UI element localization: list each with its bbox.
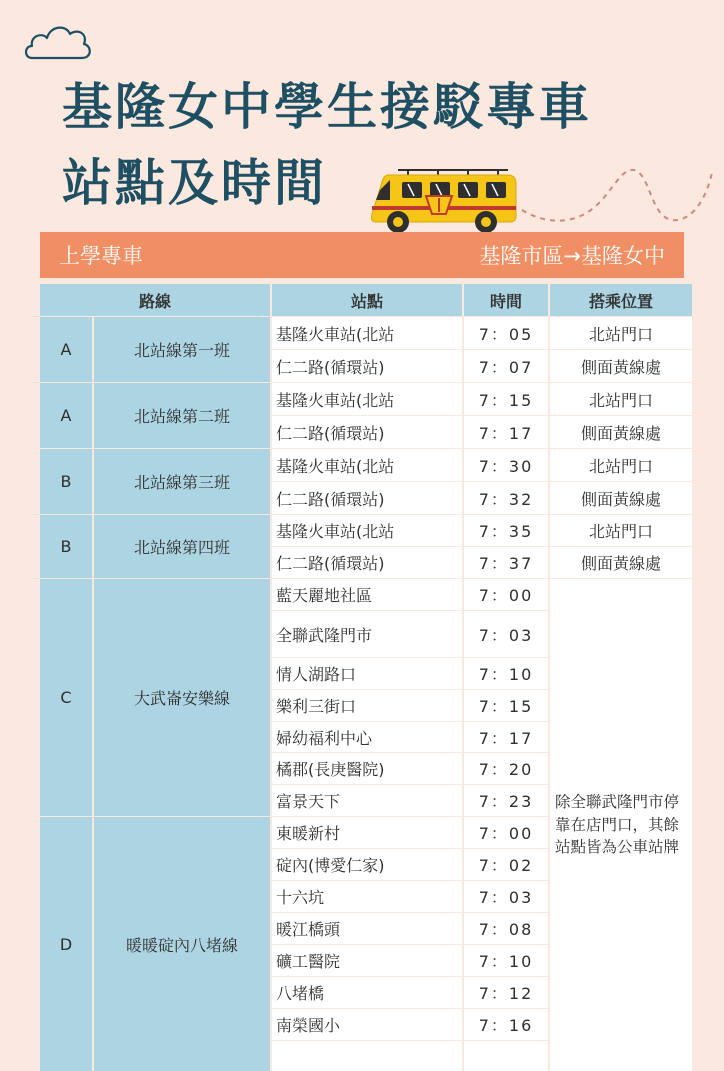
- stop-time: 7：03: [464, 611, 548, 657]
- stop-time: 7：10: [464, 658, 548, 689]
- route-code: D: [40, 817, 92, 1071]
- header-route: 路線: [40, 284, 270, 316]
- stop-time: 7：07: [464, 350, 548, 382]
- stop-time: 7：32: [464, 482, 548, 514]
- boarding-position: 側面黃線處: [550, 416, 692, 448]
- stop-time: 7：17: [464, 416, 548, 448]
- stop-time: 7：02: [464, 849, 548, 880]
- direction-banner: [40, 232, 684, 278]
- stop-name: 礦工醫院: [272, 945, 462, 976]
- stop-name: 全聯武隆門市: [272, 611, 462, 657]
- stop-time: 7：15: [464, 383, 548, 415]
- stop-name: 基隆火車站(北站: [272, 449, 462, 481]
- stop-time: 7：12: [464, 977, 548, 1008]
- stop-time: 7：03: [464, 881, 548, 912]
- stop-name: 婦幼福利中心: [272, 722, 462, 752]
- boarding-note: 除全聯武隆門市停靠在店門口，其餘站點皆為公車站牌: [550, 579, 692, 1071]
- school-bus-icon: [368, 160, 524, 236]
- boarding-position: 北站門口: [550, 515, 692, 546]
- stop-name: 基隆火車站(北站: [272, 317, 462, 349]
- stop-time: 7：10: [464, 945, 548, 976]
- stop-time: 7：15: [464, 690, 548, 721]
- page-title-line1: 基隆女中學生接駁專車: [62, 78, 592, 136]
- stop-time: 7：30: [464, 449, 548, 481]
- stop-name: 藍天麗地社區: [272, 579, 462, 610]
- stop-time: 7：05: [464, 317, 548, 349]
- header-stop: 站點: [272, 284, 462, 316]
- stop-name: 仁二路(循環站): [272, 416, 462, 448]
- stop-time: 7：37: [464, 547, 548, 578]
- stop-time: 7：20: [464, 753, 548, 784]
- stop-time: 7：08: [464, 913, 548, 944]
- route-name: 大武崙安樂線: [94, 579, 270, 816]
- boarding-position: 側面黃線處: [550, 547, 692, 578]
- stop-name: 碇內(博愛仁家): [272, 849, 462, 880]
- stop-name: 橘郡(長庚醫院): [272, 753, 462, 784]
- stop-name: 仁二路(循環站): [272, 547, 462, 578]
- stop-name: 基隆火車站(北站: [272, 383, 462, 415]
- route-name: 北站線第三班: [94, 449, 270, 514]
- header-time: 時間: [464, 284, 548, 316]
- boarding-position: 北站門口: [550, 449, 692, 481]
- stop-name: 情人湖路口: [272, 658, 462, 689]
- route-name: 北站線第二班: [94, 383, 270, 448]
- stop-name: 東暖新村: [272, 817, 462, 848]
- page-title-line2: 站點及時間: [62, 154, 327, 212]
- stop-name: 基隆火車站(北站: [272, 515, 462, 546]
- route-name: 北站線第四班: [94, 515, 270, 578]
- boarding-position: 側面黃線處: [550, 350, 692, 382]
- route-code: B: [40, 515, 92, 578]
- stop-time: 7：00: [464, 817, 548, 848]
- stop-time: 7：17: [464, 722, 548, 752]
- stop-name: 十六坑: [272, 881, 462, 912]
- schedule-table: [40, 284, 692, 1071]
- route-code: A: [40, 383, 92, 448]
- stop-name: 樂利三街口: [272, 690, 462, 721]
- stop-name: 暖江橋頭: [272, 913, 462, 944]
- stop-name: 仁二路(循環站): [272, 482, 462, 514]
- stop-time: 7：35: [464, 515, 548, 546]
- route-name: 北站線第一班: [94, 317, 270, 382]
- stop-time: 7：23: [464, 785, 548, 816]
- stop-time-empty: [464, 1041, 548, 1071]
- cloud-icon: [22, 18, 94, 64]
- banner-direction: 基隆市區→基隆女中: [479, 244, 665, 268]
- boarding-position: 北站門口: [550, 317, 692, 349]
- route-name: 暖暖碇內八堵線: [94, 817, 270, 1071]
- stop-name: 仁二路(循環站): [272, 350, 462, 382]
- stop-name: 富景天下: [272, 785, 462, 816]
- route-code: B: [40, 449, 92, 514]
- banner-title: 上學專車: [59, 244, 143, 268]
- dashed-path-decoration: [518, 164, 718, 228]
- stop-name: 八堵橋: [272, 977, 462, 1008]
- route-code: A: [40, 317, 92, 382]
- boarding-position: 側面黃線處: [550, 482, 692, 514]
- stop-name: 南榮國小: [272, 1009, 462, 1040]
- stop-name-empty: [272, 1041, 462, 1071]
- stop-time: 7：00: [464, 579, 548, 610]
- stop-time: 7：16: [464, 1009, 548, 1040]
- header-position: 搭乘位置: [550, 284, 692, 316]
- boarding-position: 北站門口: [550, 383, 692, 415]
- route-code: C: [40, 579, 92, 816]
